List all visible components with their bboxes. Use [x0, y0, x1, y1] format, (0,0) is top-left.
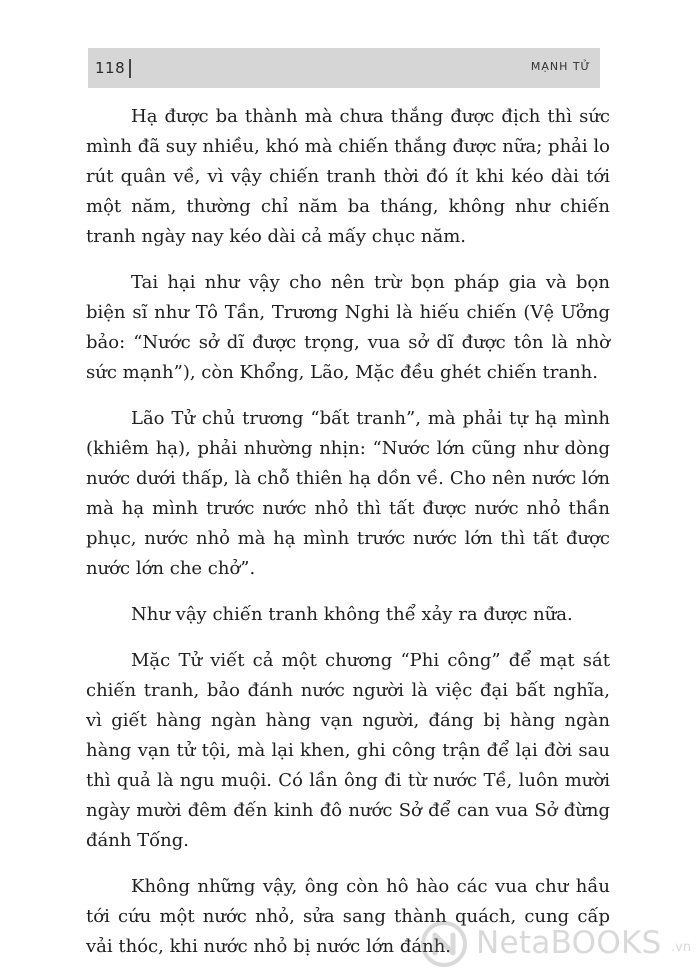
paragraph: Lão Tử chủ trương “bất tranh”, mà phải tự hạ mình (khiêm hạ), phải nhường nhịn: “Nước lớn cũng như dòng nước dưới thấp, là chỗ thiên hạ dồn về. Cho nên nước lớn mà hạ mình trước nước nhỏ thì tất được nước nhỏ thần phục, nước nhỏ mà hạ mình trước nước lớn thì tất được nước lớn che chở”.	[86, 408, 610, 579]
running-head: MẠNH TỬ	[530, 60, 591, 73]
paragraph: Mặc Tử viết cả một chương “Phi công” để mạt sát chiến tranh, bảo đánh nước người là việc đại bất nghĩa, vì giết hàng ngàn hàng vạn người, đáng bị hàng ngàn hàng vạn tử tội, mà lại khen, ghi công trận để lại đời sau thì quả là ngu muội. Có lần ông đi từ nước Tề, luôn mười ngày mười đêm đến kinh đô nước Sở để can vua Sở đừng đánh Tống.	[86, 650, 610, 851]
page-header	[88, 48, 600, 88]
paragraph: Như vậy chiến tranh không thể xảy ra được nữa.	[131, 604, 573, 625]
header-divider	[129, 59, 131, 78]
paragraph: Hạ được ba thành mà chưa thắng được địch thì sức mình đã suy nhiều, khó mà chiến thắng được nữa; phải lo rút quân về, vì vậy chiến tranh thời đó ít khi kéo dài tới một năm, thường chỉ năm ba tháng, không như chiến tranh ngày nay kéo dài cả mấy chục năm.	[86, 106, 610, 247]
page-number: 118	[95, 59, 126, 77]
watermark-brand: NetaBOOKS	[476, 925, 662, 961]
paragraph: Tai hại như vậy cho nên trừ bọn pháp gia và bọn biện sĩ như Tô Tần, Trương Nghi là hiếu chiến (Vệ Ưởng bảo: “Nước sở dĩ được trọng, vua sở dĩ được tôn là nhờ sức mạnh”), còn Khổng, Lão, Mặc đều ghét chiến tranh.	[86, 272, 610, 383]
watermark	[420, 920, 692, 966]
neta-logo-icon	[420, 920, 468, 968]
watermark-suffix: .vn	[671, 940, 692, 955]
paragraph: Không những vậy, ông còn hô hào các vua chư hầu tới cứu một nước nhỏ, sửa sang thành quách, cung cấp vải thóc, khi nước nhỏ bị nước lớn đánh.	[86, 876, 610, 957]
body-text	[86, 102, 610, 978]
